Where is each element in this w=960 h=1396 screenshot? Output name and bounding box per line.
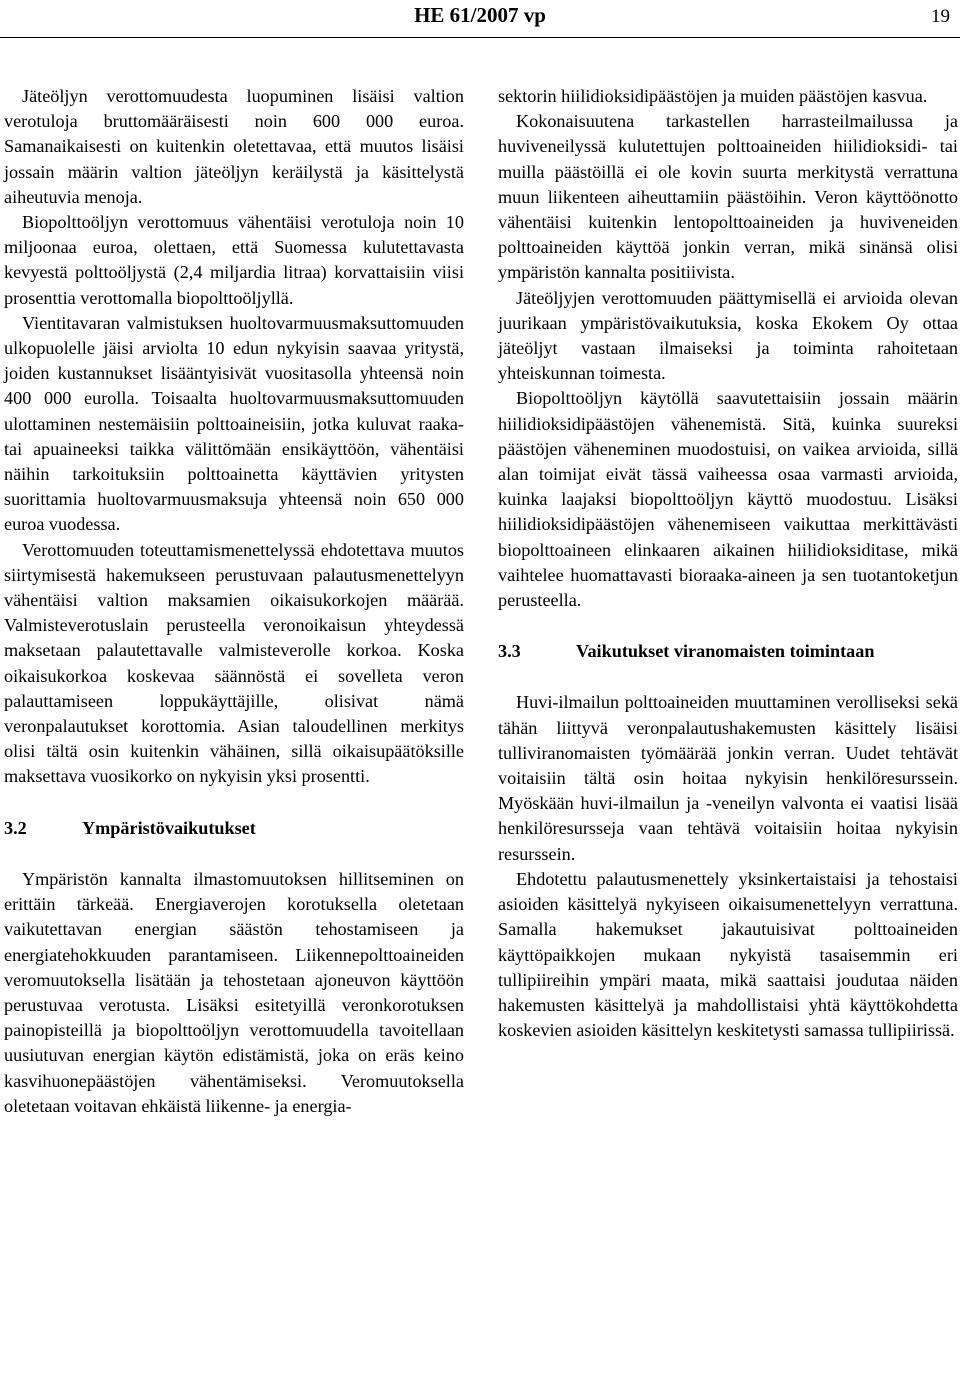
- section-title: Ympäristövaikutukset: [82, 817, 256, 838]
- section-number: 3.3: [498, 641, 521, 662]
- paragraph: Jäteöljyn verottomuudesta luopuminen lisäisi valtion verotuloja bruttomääräisesti noin 600 000 euroa. Samanaikaisesti on kuitenkin oletettavaa, että muutos lisäisi jossain määrin valtion jäteöljyn keräilystä ja käsittelystä aiheutuvia menoja.: [4, 86, 464, 207]
- paragraph: Biopolttoöljyn käytöllä saavutettaisiin jossain määrin hiilidioksidipäästöjen vähenemistä. Sitä, kuinka suureksi päästöjen väheneminen muodostuisi, on vaikea arvioida, sillä alan toimijat eivät tässä vaiheessa osaa varmasti arvioida, kuinka laajaksi biopolttoöljyn käyttö muodostuu. Lisäksi hiilidioksidipäästöjen vähenemiseen vaikuttaa merkittävästi biopolttoaineen elinkaaren aikainen hiilidioksiditase, mikä vaihtelee huomattavasti bioraaka-aineen ja sen tuotantoketjun perusteella.: [498, 388, 958, 611]
- section-heading: [498, 639, 958, 664]
- paragraph: Biopolttoöljyn verottomuus vähentäisi verotuloja noin 10 miljoonaa euroa, olettaen, että Suomessa kulutettavasta kevyestä polttoöljystä (2,4 miljardia litraa) korvattaisiin viisi prosenttia verottomalla biopolttoöljyllä.: [4, 212, 464, 308]
- section-number: 3.2: [4, 817, 27, 838]
- paragraph: Huvi-ilmailun polttoaineiden muuttaminen verolliseksi sekä tähän liittyvä veronpalautushakemusten käsittely lisäisi tulliviranomaisten työmäärää jonkin verran. Uudet tehtävät voitaisiin tältä osin hoitaa nykyisin henkilöresurssein. Myöskään huvi-ilmailun ja -veneilyn valvonta ei vaatisi lisää henkilöresursseja vaan tehtävä voitaisiin hoitaa nykyisin resurssein.: [498, 692, 958, 864]
- paragraph-continuation: sektorin hiilidioksidipäästöjen ja muiden päästöjen kasvua.: [498, 86, 928, 106]
- paragraph: Verottomuuden toteuttamismenettelyssä ehdotettava muutos siirtymisestä hakemukseen perustuvaan palautusmenettelyyn vähentäisi valtion maksamien oikaisukorkojen määrää. Valmisteverotuslain perusteella veronoikaisun yhteydessä maksetaan palautettavalle valmisteverolle korkoa. Koska oikaisukorkoa koskevaa säännöstä ei sovelleta veron palauttamiseen loppukäyttäjille, olisivat nämä veronpalautukset korottomia. Asian taloudellinen merkitys olisi tältä osin kuitenkin vähäinen, sillä oikaisupäätöksille maksettava vuosikorko on nykyisin yksi prosentti.: [4, 539, 464, 787]
- section-heading: [4, 816, 464, 841]
- page-header: [0, 0, 960, 40]
- header-rule: [0, 37, 960, 38]
- paragraph: Vientitavaran valmistuksen huoltovarmuusmaksuttomuuden ulkopuolelle jäisi arviolta 10 edun nykyisin saavaa yritystä, joiden kustannukset lisääntyisivät vuositasolla yhteensä noin 400 000 eurolla. Toisaalta huoltovarmuusmaksuttomuuden ulottaminen nestemäisiin polttoaineisiin, jotka kuluvat raaka- tai apuaineeksi taikka välittömään ensikäyttöön, vähentäisi näihin tarkoituksiin polttoainetta käyttävien yritysten suorittamia huoltovarmuusmaksuja yhteensä noin 650 000 euroa vuodessa.: [4, 312, 464, 535]
- paragraph: Ehdotettu palautusmenettely yksinkertaistaisi ja tehostaisi asioiden käsittelyä nykyiseen oikaisumenettelyyn verrattuna. Samalla hakemukset jakautuisivat polttoaineiden käyttöpaikkojen mukaan nykyistä tasaisemmin eri tullipiireihin ympäri maata, mikä saattaisi joudutaa näiden hakemusten käsittelyä ja mahdollistaisi yhtä käyttökohdetta koskevien asioiden käsittelyn keskitetysti samassa tullipiirissä.: [498, 868, 958, 1041]
- left-column: [4, 84, 464, 1119]
- paragraph: Kokonaisuutena tarkastellen harrasteilmailussa ja huviveneilyssä kulutettujen polttoaineiden hiilidioksidi- tai muilla päästöillä ei ole kovin suurta merkitystä verrattuna muun liikenteen aiheuttamiin päästöihin. Veron käyttöönotto vähentäisi kuitenkin lentopolttoaineiden ja huviveneiden polttoaineiden käyttöä jonkin verran, mikä sinänsä olisi ympäristön kannalta positiivista.: [498, 111, 958, 283]
- section-title: Vaikutukset viranomaisten toimintaan: [576, 641, 875, 662]
- right-column: [498, 84, 958, 1043]
- paragraph: Ympäristön kannalta ilmastomuutoksen hillitseminen on erittäin tärkeää. Energiaverojen korotuksella oletetaan vaikutettavan energian säästön tehostamiseen ja energiatehokkuuden parantamiseen. Liikennepolttoaineiden veromuutoksella lisätään ja tehostetaan ajoneuvon käyttöön perustuvaa verotusta. Lisäksi esitetyillä veronkorotuksen painopisteillä ja biopolttoöljyn verottomuudella tavoitellaan uusiutuvan energian käytön edistämistä, joka on eräs keino kasvihuonepäästöjen vähentämiseksi. Veromuutoksella oletetaan voitavan ehkäistä liikenne- ja energia-: [4, 868, 464, 1116]
- page-number: 19: [931, 6, 950, 27]
- paragraph: Jäteöljyjen verottomuuden päättymisellä ei arvioida olevan juurikaan ympäristövaikutuksia, koska Ekokem Oy ottaa jäteöljyt vastaan ilmaiseksi ja toiminta rahoitetaan yhteiskunnan toimesta.: [498, 287, 958, 384]
- document-id: HE 61/2007 vp: [414, 3, 546, 27]
